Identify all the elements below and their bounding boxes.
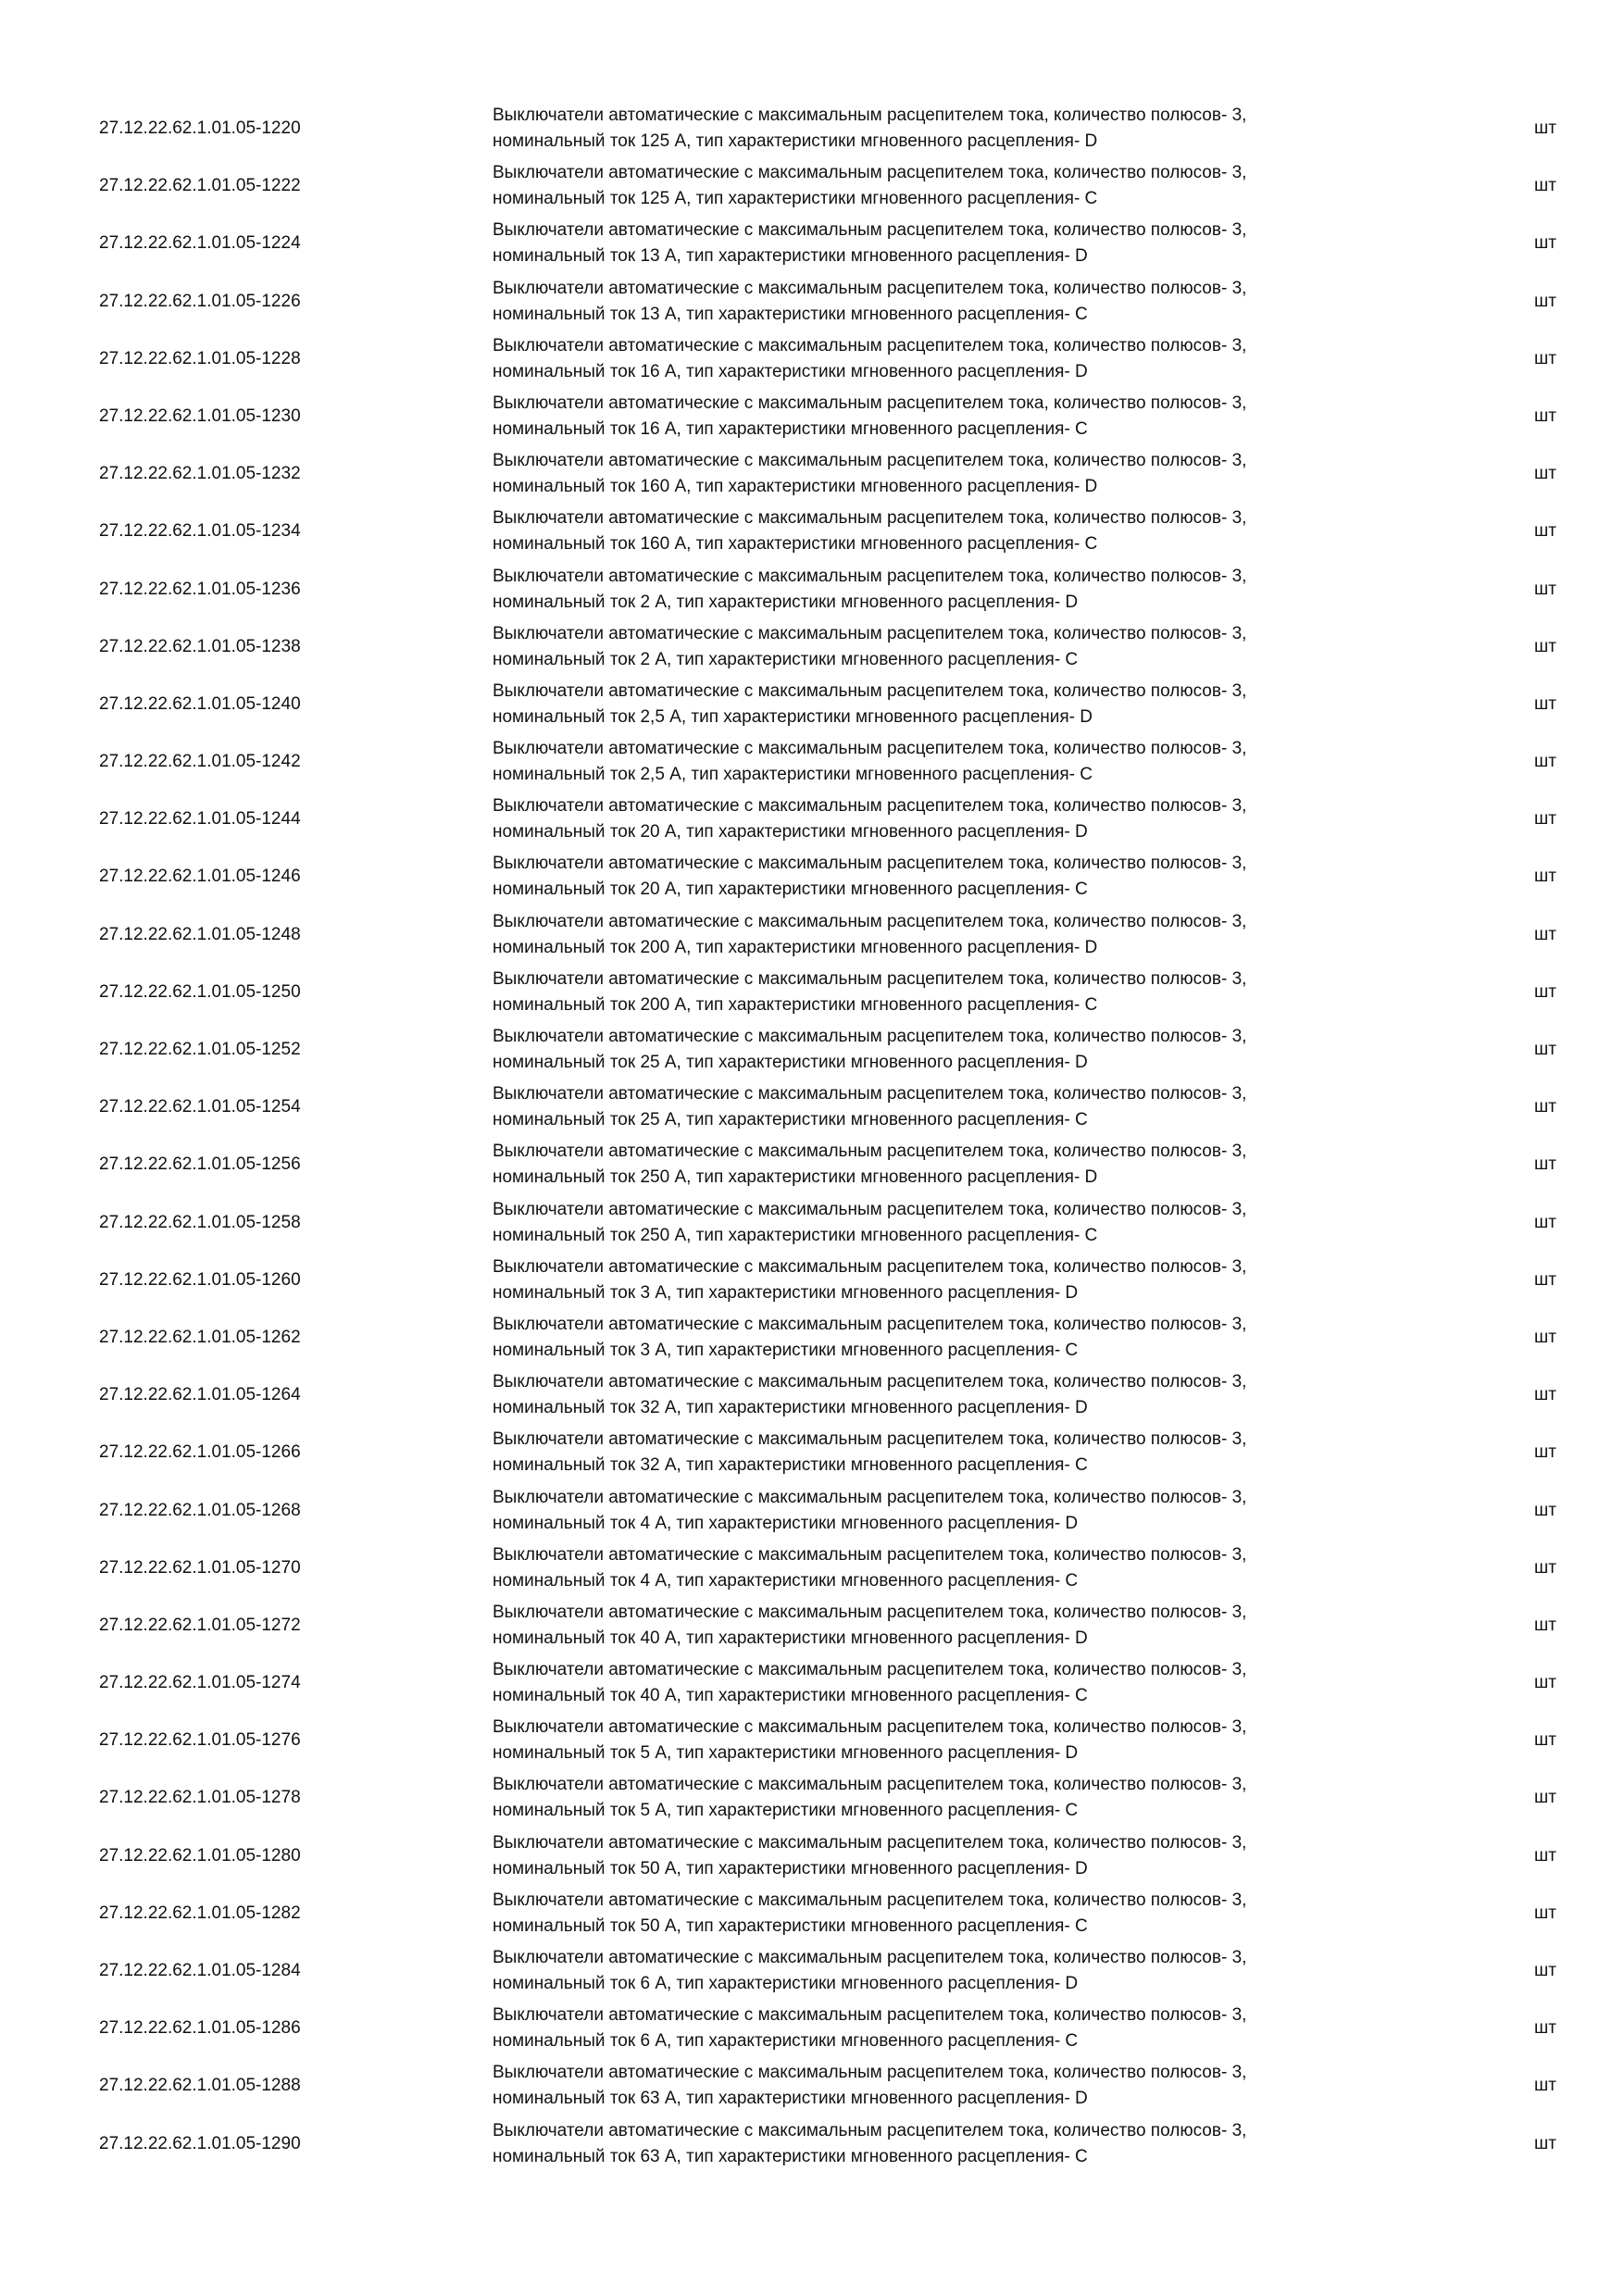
resource-description bbox=[493, 564, 1418, 616]
table-row bbox=[0, 503, 1624, 560]
resource-code: 27.12.22.62.1.01.05-1226 bbox=[99, 291, 301, 311]
resource-code: 27.12.22.62.1.01.05-1238 bbox=[99, 636, 301, 656]
table-row bbox=[0, 1885, 1624, 1942]
description-line-1: Выключатели автоматические с максимальным расцепителем тока, количество полюсов- 3, bbox=[493, 278, 1247, 298]
resource-description bbox=[493, 621, 1418, 673]
resource-description bbox=[493, 2003, 1418, 2054]
table-row bbox=[0, 1769, 1624, 1827]
description-line-1: Выключатели автоматические с максимальным расцепителем тока, количество полюсов- 3, bbox=[493, 1544, 1247, 1565]
table-row bbox=[0, 1366, 1624, 1424]
unit-of-measure: шт bbox=[1534, 291, 1556, 311]
description-line-2: номинальный ток 6 А, тип характеристики мгновенного расцепления- С bbox=[493, 2031, 1079, 2052]
description-line-1: Выключатели автоматические с максимальным расцепителем тока, количество полюсов- 3, bbox=[493, 393, 1247, 413]
resource-code: 27.12.22.62.1.01.05-1246 bbox=[99, 867, 301, 887]
description-line-2: номинальный ток 63 А, тип характеристики мгновенного расцепления- D bbox=[493, 2089, 1088, 2109]
resource-code: 27.12.22.62.1.01.05-1222 bbox=[99, 176, 301, 196]
unit-of-measure: шт bbox=[1534, 1615, 1556, 1635]
description-line-1: Выключатели автоматические с максимальным расцепителем тока, количество полюсов- 3, bbox=[493, 1084, 1247, 1104]
description-line-2: номинальный ток 16 А, тип характеристики мгновенного расцепления- С bbox=[493, 418, 1088, 439]
resource-description bbox=[493, 679, 1418, 730]
resource-code: 27.12.22.62.1.01.05-1264 bbox=[99, 1385, 301, 1405]
resource-code: 27.12.22.62.1.01.05-1262 bbox=[99, 1327, 301, 1347]
description-line-2: номинальный ток 200 А, тип характеристики мгновенного расцепления- С bbox=[493, 994, 1098, 1015]
unit-of-measure: шт bbox=[1534, 1961, 1556, 1980]
table-row bbox=[0, 331, 1624, 388]
resource-code: 27.12.22.62.1.01.05-1234 bbox=[99, 521, 301, 542]
unit-of-measure: шт bbox=[1534, 1500, 1556, 1520]
resource-description bbox=[493, 1427, 1418, 1479]
table-row bbox=[0, 445, 1624, 503]
description-line-1: Выключатели автоматические с максимальным расцепителем тока, количество полюсов- 3, bbox=[493, 1199, 1247, 1219]
description-line-1: Выключатели автоматические с максимальным расцепителем тока, количество полюсов- 3, bbox=[493, 1314, 1247, 1334]
resource-code: 27.12.22.62.1.01.05-1248 bbox=[99, 924, 301, 944]
unit-of-measure: шт bbox=[1534, 1097, 1556, 1117]
description-line-1: Выключатели автоматические с максимальным расцепителем тока, количество полюсов- 3, bbox=[493, 911, 1247, 931]
description-line-2: номинальный ток 50 А, тип характеристики мгновенного расцепления- С bbox=[493, 1915, 1088, 1936]
resource-description bbox=[493, 909, 1418, 961]
description-line-2: номинальный ток 125 А, тип характеристики мгновенного расцепления- С bbox=[493, 189, 1098, 209]
resource-description bbox=[493, 1081, 1418, 1133]
unit-of-measure: шт bbox=[1534, 1385, 1556, 1405]
description-line-1: Выключатели автоматические с максимальным расцепителем тока, количество полюсов- 3, bbox=[493, 1948, 1247, 1967]
resource-description bbox=[493, 1485, 1418, 1537]
resource-description bbox=[493, 1542, 1418, 1594]
description-line-1: Выключатели автоматические с максимальным расцепителем тока, количество полюсов- 3, bbox=[493, 1832, 1247, 1853]
description-line-2: номинальный ток 16 А, тип характеристики мгновенного расцепления- D bbox=[493, 361, 1088, 381]
unit-of-measure: шт bbox=[1534, 1040, 1556, 1059]
description-line-1: Выключатели автоматические с максимальным расцепителем тока, количество полюсов- 3, bbox=[493, 1890, 1247, 1910]
description-line-2: номинальный ток 160 А, тип характеристики мгновенного расцепления- С bbox=[493, 534, 1098, 555]
resource-code: 27.12.22.62.1.01.05-1252 bbox=[99, 1040, 301, 1059]
resource-code: 27.12.22.62.1.01.05-1224 bbox=[99, 233, 301, 254]
table-row bbox=[0, 1136, 1624, 1193]
unit-of-measure: шт bbox=[1534, 176, 1556, 196]
resource-description bbox=[493, 391, 1418, 443]
resource-code: 27.12.22.62.1.01.05-1280 bbox=[99, 1845, 301, 1866]
table-row bbox=[0, 618, 1624, 676]
unit-of-measure: шт bbox=[1534, 809, 1556, 830]
table-row bbox=[0, 1021, 1624, 1079]
description-line-1: Выключатели автоматические с максимальным расцепителем тока, количество полюсов- 3, bbox=[493, 163, 1247, 183]
resource-description bbox=[493, 103, 1418, 155]
description-line-1: Выключатели автоматические с максимальным расцепителем тока, количество полюсов- 3, bbox=[493, 566, 1247, 586]
description-line-1: Выключатели автоматические с максимальным расцепителем тока, количество полюсов- 3, bbox=[493, 335, 1247, 356]
resource-code: 27.12.22.62.1.01.05-1268 bbox=[99, 1500, 301, 1520]
unit-of-measure: шт bbox=[1534, 2076, 1556, 2096]
description-line-2: номинальный ток 200 А, тип характеристики мгновенного расцепления- D bbox=[493, 937, 1098, 957]
resource-description bbox=[493, 2060, 1418, 2112]
unit-of-measure: шт bbox=[1534, 1557, 1556, 1578]
description-line-2: номинальный ток 32 А, тип характеристики мгновенного расцепления- D bbox=[493, 1398, 1088, 1418]
table-row bbox=[0, 1482, 1624, 1540]
description-line-1: Выключатели автоматические с максимальным расцепителем тока, количество полюсов- 3, bbox=[493, 1602, 1247, 1622]
resource-code: 27.12.22.62.1.01.05-1232 bbox=[99, 464, 301, 484]
description-line-2: номинальный ток 13 А, тип характеристики мгновенного расцепления- С bbox=[493, 304, 1088, 324]
unit-of-measure: шт bbox=[1534, 119, 1556, 138]
description-line-1: Выключатели автоматические с максимальным расцепителем тока, количество полюсов- 3, bbox=[493, 1429, 1247, 1450]
description-line-1: Выключатели автоматические с максимальным расцепителем тока, количество полюсов- 3, bbox=[493, 508, 1247, 529]
table-row bbox=[0, 1252, 1624, 1309]
unit-of-measure: шт bbox=[1534, 693, 1556, 714]
resource-description bbox=[493, 333, 1418, 385]
table-row bbox=[0, 2000, 1624, 2057]
description-line-1: Выключатели автоматические с максимальным расцепителем тока, количество полюсов- 3, bbox=[493, 1660, 1247, 1680]
resource-code: 27.12.22.62.1.01.05-1272 bbox=[99, 1615, 301, 1635]
resource-description bbox=[493, 1945, 1418, 1997]
description-line-2: номинальный ток 25 А, тип характеристики мгновенного расцепления- D bbox=[493, 1053, 1088, 1072]
resource-code: 27.12.22.62.1.01.05-1256 bbox=[99, 1154, 301, 1175]
resource-code: 27.12.22.62.1.01.05-1270 bbox=[99, 1557, 301, 1578]
resource-description bbox=[493, 1139, 1418, 1191]
resource-code: 27.12.22.62.1.01.05-1284 bbox=[99, 1961, 301, 1980]
description-line-2: номинальный ток 5 А, тип характеристики мгновенного расцепления- D bbox=[493, 1743, 1079, 1764]
description-line-2: номинальный ток 13 А, тип характеристики мгновенного расцепления- D bbox=[493, 246, 1088, 267]
resource-description bbox=[493, 1772, 1418, 1824]
description-line-1: Выключатели автоматические с максимальным расцепителем тока, количество полюсов- 3, bbox=[493, 2005, 1247, 2026]
resource-description bbox=[493, 1024, 1418, 1076]
description-line-1: Выключатели автоматические с максимальным расцепителем тока, количество полюсов- 3, bbox=[493, 854, 1247, 874]
unit-of-measure: шт bbox=[1534, 579, 1556, 599]
resource-code: 27.12.22.62.1.01.05-1220 bbox=[99, 119, 301, 138]
description-line-2: номинальный ток 2 А, тип характеристики мгновенного расцепления- С bbox=[493, 649, 1079, 669]
resource-code: 27.12.22.62.1.01.05-1288 bbox=[99, 2076, 301, 2096]
unit-of-measure: шт bbox=[1534, 1673, 1556, 1693]
resource-code: 27.12.22.62.1.01.05-1258 bbox=[99, 1212, 301, 1232]
description-line-2: номинальный ток 4 А, тип характеристики мгновенного расцепления- С bbox=[493, 1570, 1079, 1591]
table-row bbox=[0, 2115, 1624, 2173]
unit-of-measure: шт bbox=[1534, 233, 1556, 254]
description-line-1: Выключатели автоматические с максимальным расцепителем тока, количество полюсов- 3, bbox=[493, 968, 1247, 989]
resource-description bbox=[493, 967, 1418, 1018]
resource-description bbox=[493, 1197, 1418, 1249]
description-line-2: номинальный ток 50 А, тип характеристики мгновенного расцепления- D bbox=[493, 1858, 1088, 1878]
table-row bbox=[0, 1712, 1624, 1769]
table-row bbox=[0, 1079, 1624, 1136]
description-line-1: Выключатели автоматические с максимальным расцепителем тока, количество полюсов- 3, bbox=[493, 1372, 1247, 1392]
description-line-1: Выключатели автоматические с максимальным расцепителем тока, количество полюсов- 3, bbox=[493, 623, 1247, 643]
description-line-1: Выключатели автоматические с максимальным расцепителем тока, количество полюсов- 3, bbox=[493, 451, 1247, 471]
resource-code: 27.12.22.62.1.01.05-1240 bbox=[99, 693, 301, 714]
description-line-2: номинальный ток 3 А, тип характеристики мгновенного расцепления- D bbox=[493, 1282, 1079, 1303]
resource-description bbox=[493, 1254, 1418, 1306]
table-row bbox=[0, 906, 1624, 964]
table-row bbox=[0, 1309, 1624, 1366]
resource-description bbox=[493, 793, 1418, 845]
description-line-2: номинальный ток 2 А, тип характеристики мгновенного расцепления- D bbox=[493, 592, 1079, 612]
unit-of-measure: шт bbox=[1534, 1442, 1556, 1463]
description-line-2: номинальный ток 5 А, тип характеристики мгновенного расцепления- С bbox=[493, 1801, 1079, 1821]
resource-code: 27.12.22.62.1.01.05-1228 bbox=[99, 348, 301, 368]
unit-of-measure: шт bbox=[1534, 636, 1556, 656]
unit-of-measure: шт bbox=[1534, 2018, 1556, 2039]
description-line-1: Выключатели автоматические с максимальным расцепителем тока, количество полюсов- 3, bbox=[493, 2063, 1247, 2083]
table-row bbox=[0, 1597, 1624, 1654]
description-line-2: номинальный ток 63 А, тип характеристики мгновенного расцепления- С bbox=[493, 2146, 1088, 2166]
unit-of-measure: шт bbox=[1534, 1327, 1556, 1347]
resource-description bbox=[493, 1657, 1418, 1709]
resource-code: 27.12.22.62.1.01.05-1290 bbox=[99, 2133, 301, 2153]
description-line-1: Выключатели автоматические с максимальным расцепителем тока, количество полюсов- 3, bbox=[493, 2120, 1247, 2140]
resource-code: 27.12.22.62.1.01.05-1278 bbox=[99, 1788, 301, 1808]
unit-of-measure: шт bbox=[1534, 464, 1556, 484]
description-line-2: номинальный ток 250 А, тип характеристики мгновенного расцепления- D bbox=[493, 1167, 1098, 1188]
table-row bbox=[0, 157, 1624, 215]
description-line-2: номинальный ток 4 А, тип характеристики мгновенного расцепления- D bbox=[493, 1513, 1079, 1533]
table-row bbox=[0, 1540, 1624, 1597]
resource-description bbox=[493, 2118, 1418, 2170]
table-row bbox=[0, 791, 1624, 848]
resource-code: 27.12.22.62.1.01.05-1230 bbox=[99, 406, 301, 426]
description-line-1: Выключатели автоматические с максимальным расцепителем тока, количество полюсов- 3, bbox=[493, 106, 1247, 125]
description-line-1: Выключатели автоматические с максимальным расцепителем тока, количество полюсов- 3, bbox=[493, 680, 1247, 701]
table-row bbox=[0, 215, 1624, 272]
table-row bbox=[0, 964, 1624, 1021]
resource-description bbox=[493, 1888, 1418, 1940]
table-row bbox=[0, 388, 1624, 445]
unit-of-measure: шт bbox=[1534, 1845, 1556, 1866]
description-line-1: Выключатели автоматические с максимальным расцепителем тока, количество полюсов- 3, bbox=[493, 220, 1247, 241]
resource-description bbox=[493, 276, 1418, 328]
unit-of-measure: шт bbox=[1534, 1730, 1556, 1751]
unit-of-measure: шт bbox=[1534, 924, 1556, 944]
description-line-2: номинальный ток 2,5 А, тип характеристики мгновенного расцепления- D bbox=[493, 706, 1093, 727]
resource-description bbox=[493, 736, 1418, 788]
table-row bbox=[0, 1942, 1624, 2000]
table-row bbox=[0, 1194, 1624, 1252]
description-line-1: Выключатели автоматические с максимальным расцепителем тока, количество полюсов- 3, bbox=[493, 796, 1247, 817]
resource-code: 27.12.22.62.1.01.05-1236 bbox=[99, 579, 301, 599]
resource-code: 27.12.22.62.1.01.05-1260 bbox=[99, 1269, 301, 1290]
resource-code: 27.12.22.62.1.01.05-1244 bbox=[99, 809, 301, 830]
resource-description bbox=[493, 505, 1418, 557]
description-line-1: Выключатели автоматические с максимальным расцепителем тока, количество полюсов- 3, bbox=[493, 1775, 1247, 1795]
resource-code: 27.12.22.62.1.01.05-1286 bbox=[99, 2018, 301, 2039]
resource-code: 27.12.22.62.1.01.05-1282 bbox=[99, 1903, 301, 1923]
description-line-1: Выключатели автоматические с максимальным расцепителем тока, количество полюсов- 3, bbox=[493, 1717, 1247, 1738]
description-line-2: номинальный ток 250 А, тип характеристики мгновенного расцепления- С bbox=[493, 1225, 1098, 1245]
resource-description bbox=[493, 218, 1418, 269]
resource-description bbox=[493, 160, 1418, 212]
resource-code: 27.12.22.62.1.01.05-1266 bbox=[99, 1442, 301, 1463]
description-line-2: номинальный ток 32 А, тип характеристики мгновенного расцепления- С bbox=[493, 1455, 1088, 1476]
table-row bbox=[0, 733, 1624, 791]
description-line-2: номинальный ток 25 А, тип характеристики мгновенного расцепления- С bbox=[493, 1110, 1088, 1130]
table-row bbox=[0, 848, 1624, 905]
table-row bbox=[0, 1828, 1624, 1885]
description-line-1: Выключатели автоматические с максимальным расцепителем тока, количество полюсов- 3, bbox=[493, 1142, 1247, 1162]
resource-code: 27.12.22.62.1.01.05-1242 bbox=[99, 752, 301, 772]
unit-of-measure: шт bbox=[1534, 1212, 1556, 1232]
resource-code: 27.12.22.62.1.01.05-1276 bbox=[99, 1730, 301, 1751]
table-row bbox=[0, 1654, 1624, 1712]
unit-of-measure: шт bbox=[1534, 1154, 1556, 1175]
description-line-2: номинальный ток 40 А, тип характеристики мгновенного расцепления- С bbox=[493, 1686, 1088, 1706]
description-line-2: номинальный ток 20 А, тип характеристики мгновенного расцепления- С bbox=[493, 880, 1088, 900]
table-row bbox=[0, 1424, 1624, 1481]
resource-description bbox=[493, 1369, 1418, 1421]
resource-description bbox=[493, 1600, 1418, 1652]
unit-of-measure: шт bbox=[1534, 521, 1556, 542]
description-line-1: Выключатели автоматические с максимальным расцепителем тока, количество полюсов- 3, bbox=[493, 1256, 1247, 1277]
resource-description bbox=[493, 448, 1418, 500]
description-line-2: номинальный ток 3 А, тип характеристики мгновенного расцепления- С bbox=[493, 1340, 1079, 1360]
resource-code: 27.12.22.62.1.01.05-1274 bbox=[99, 1673, 301, 1693]
table-row bbox=[0, 100, 1624, 157]
table-row bbox=[0, 561, 1624, 618]
description-line-2: номинальный ток 125 А, тип характеристики мгновенного расцепления- D bbox=[493, 131, 1098, 151]
description-line-2: номинальный ток 2,5 А, тип характеристики мгновенного расцепления- С bbox=[493, 765, 1093, 785]
unit-of-measure: шт bbox=[1534, 348, 1556, 368]
description-line-2: номинальный ток 160 А, тип характеристики мгновенного расцепления- D bbox=[493, 477, 1098, 497]
unit-of-measure: шт bbox=[1534, 867, 1556, 887]
resource-code: 27.12.22.62.1.01.05-1254 bbox=[99, 1097, 301, 1117]
resource-description bbox=[493, 851, 1418, 903]
unit-of-measure: шт bbox=[1534, 752, 1556, 772]
description-line-1: Выключатели автоматические с максимальным расцепителем тока, количество полюсов- 3, bbox=[493, 739, 1247, 759]
description-line-1: Выключатели автоматические с максимальным расцепителем тока, количество полюсов- 3, bbox=[493, 1027, 1247, 1046]
unit-of-measure: шт bbox=[1534, 1269, 1556, 1290]
resource-description bbox=[493, 1830, 1418, 1882]
resource-description bbox=[493, 1715, 1418, 1766]
resource-code: 27.12.22.62.1.01.05-1250 bbox=[99, 981, 301, 1002]
resource-table bbox=[0, 100, 1624, 2173]
unit-of-measure: шт bbox=[1534, 2133, 1556, 2153]
description-line-2: номинальный ток 6 А, тип характеристики мгновенного расцепления- D bbox=[493, 1974, 1079, 1993]
unit-of-measure: шт bbox=[1534, 981, 1556, 1002]
unit-of-measure: шт bbox=[1534, 1788, 1556, 1808]
table-row bbox=[0, 273, 1624, 331]
unit-of-measure: шт bbox=[1534, 1903, 1556, 1923]
resource-description bbox=[493, 1312, 1418, 1364]
unit-of-measure: шт bbox=[1534, 406, 1556, 426]
table-row bbox=[0, 2057, 1624, 2115]
description-line-2: номинальный ток 40 А, тип характеристики мгновенного расцепления- D bbox=[493, 1628, 1088, 1648]
description-line-2: номинальный ток 20 А, тип характеристики мгновенного расцепления- D bbox=[493, 822, 1088, 842]
table-row bbox=[0, 676, 1624, 733]
description-line-1: Выключатели автоматические с максимальным расцепителем тока, количество полюсов- 3, bbox=[493, 1487, 1247, 1507]
